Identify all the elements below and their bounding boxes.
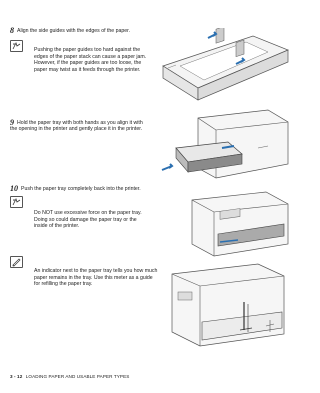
step-number: 9 — [10, 118, 14, 127]
page-footer — [10, 374, 129, 379]
footer-title: LOADING PAPER AND USABLE PAPER TYPES — [25, 374, 130, 379]
caution-icon — [10, 196, 23, 208]
note-excessive-force: Do NOT use excessive force on the paper tray. Doing so could damage the paper tray or the inside of the printer. — [34, 210, 142, 229]
step-9 — [10, 120, 150, 133]
step-text: Align the side guides with the edges of the paper. — [17, 28, 131, 34]
pencil-note-icon — [10, 256, 23, 268]
step-number: 8 — [10, 26, 14, 35]
insert-tray-illustration — [158, 108, 293, 186]
caution-icon — [10, 40, 23, 52]
step-10 — [10, 186, 141, 192]
paper-tray-illustration — [158, 28, 293, 110]
step-text: Push the paper tray completely back into the printer. — [21, 186, 141, 192]
tray-pushed-illustration — [158, 190, 293, 262]
step-number: 10 — [10, 184, 18, 193]
step-text: Hold the paper tray with both hands as you align it with the opening in the printer and gently place it in the printer. — [10, 120, 143, 133]
page-number: 3 - 12 — [10, 374, 23, 379]
note-paper-guides: Pushing the paper guides too hard against the edges of the paper stack can cause a paper jam. However, if the paper guides are too loose, the paper may twist as it feeds through the printer. — [34, 47, 147, 73]
paper-indicator-illustration — [166, 262, 291, 350]
note-paper-indicator: An indicator next to the paper tray tells you how much paper remains in the tray. Use this meter as a guide for refilling the paper tray. — [34, 268, 158, 287]
step-8 — [10, 28, 130, 34]
